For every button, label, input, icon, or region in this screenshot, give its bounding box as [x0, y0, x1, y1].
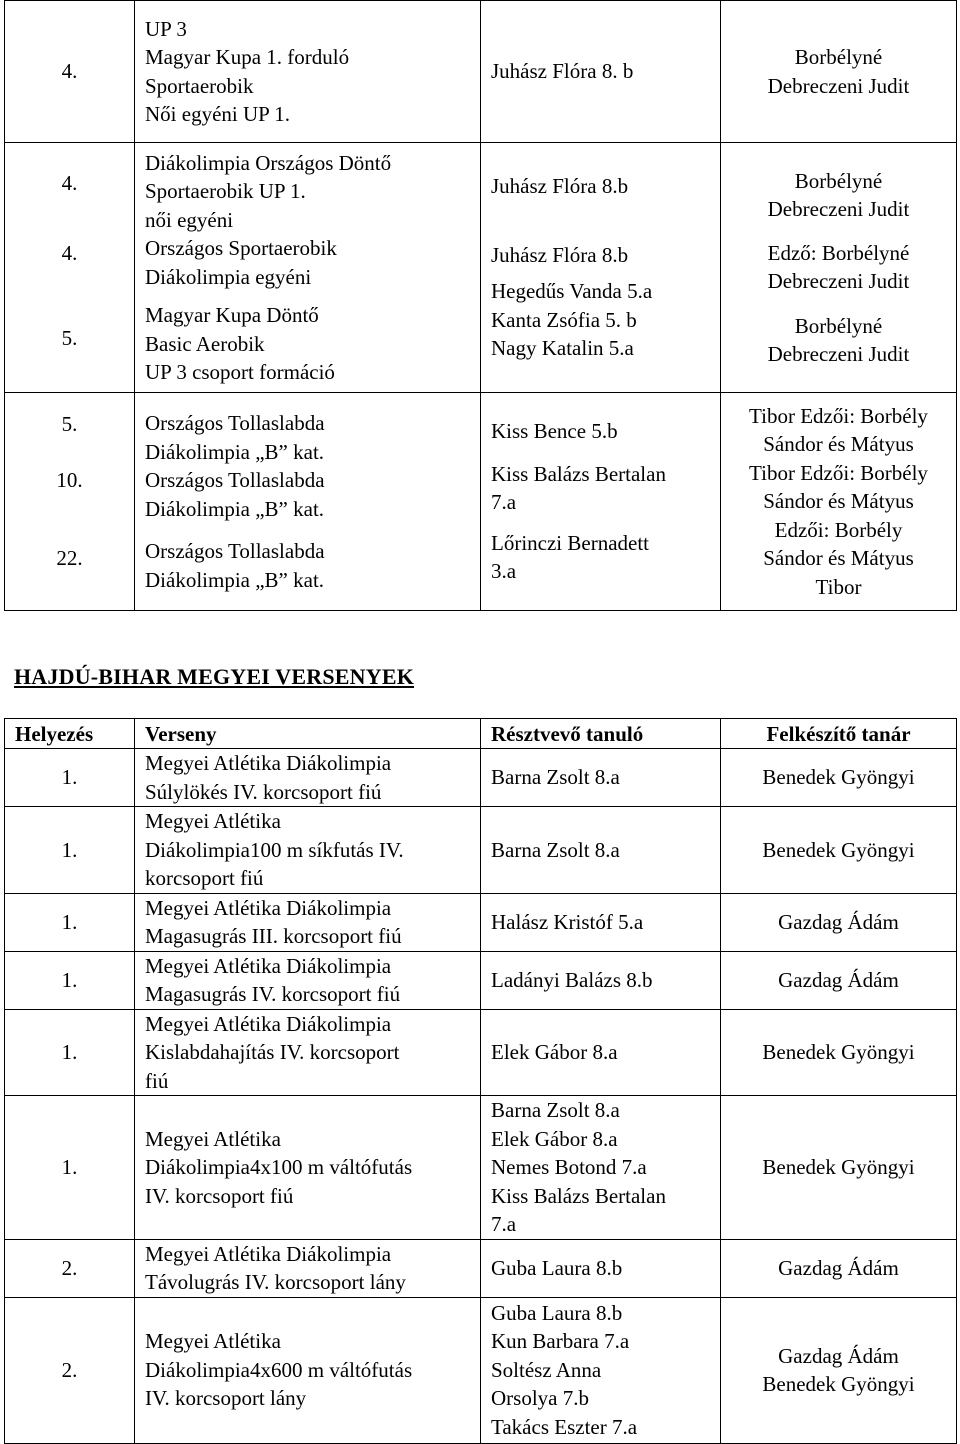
coach-line: Sándor és Mátyus — [763, 489, 914, 514]
event-line: Sportaerobik UP 1. — [145, 179, 306, 203]
coach-cell — [721, 893, 957, 951]
event-line: Megyei Atlétika Diákolimpia — [145, 895, 392, 920]
place-value: 1. — [61, 1040, 78, 1064]
student-line: Halász Kristóf 5.a — [491, 909, 644, 934]
coach-cell — [721, 1297, 957, 1443]
event-line: Sportaerobik — [145, 73, 254, 98]
event-line: UP 3 — [145, 16, 187, 41]
event-line: női egyéni — [145, 207, 234, 232]
column-header-coach: Felkészítő tanár — [721, 719, 957, 749]
coach-cell — [721, 951, 957, 1009]
event-line: Magyar Kupa Döntő — [145, 303, 319, 327]
coach-line: Gazdag Ádám — [778, 909, 899, 934]
coach-cell — [721, 749, 957, 807]
event-line: IV. korcsoport fiú — [145, 1183, 294, 1208]
event-cell — [135, 1009, 481, 1096]
event-line: Kislabdahajítás IV. korcsoport — [145, 1040, 400, 1064]
student-cell — [481, 1009, 721, 1096]
table-header-row — [5, 719, 957, 749]
place-value: 1. — [61, 909, 78, 934]
place-cell — [5, 1009, 135, 1096]
table-row — [5, 143, 957, 393]
event-line: Megyei Atlétika Diákolimpia — [145, 751, 392, 775]
table-row — [5, 893, 957, 951]
event-line: Országos Tollaslabda — [145, 411, 325, 435]
coach-line: Gazdag Ádám — [778, 1255, 899, 1280]
event-line: fiú — [145, 1068, 169, 1093]
student-cell — [481, 1, 721, 143]
coach-cell — [721, 1239, 957, 1297]
event-cell — [135, 143, 481, 393]
table-row — [5, 1, 957, 143]
student-cell — [481, 749, 721, 807]
coach-line: Debreczeni Judit — [767, 197, 910, 221]
student-line: Elek Gábor 8.a — [491, 1040, 618, 1064]
table-row — [5, 1009, 957, 1096]
place-cell — [5, 393, 135, 611]
coach-cell — [721, 807, 957, 894]
place-cell — [5, 1096, 135, 1240]
place-value: 4. — [61, 170, 78, 195]
event-line: Diákolimpia Országos Döntő — [145, 150, 392, 175]
coach-line: Benedek Gyöngyi — [762, 1372, 915, 1396]
place-cell — [5, 143, 135, 393]
event-cell — [135, 393, 481, 611]
place-value: 1. — [61, 765, 78, 790]
results-table-county — [4, 718, 957, 1444]
event-line: Megyei Atlétika Diákolimpia — [145, 953, 392, 978]
place-value: 4. — [61, 240, 78, 265]
coach-line: Tibor Edzői: Borbély — [749, 403, 928, 428]
event-line: Országos Tollaslabda — [145, 539, 325, 563]
student-line: Nagy Katalin 5.a — [491, 336, 634, 361]
event-line: Országos Tollaslabda — [145, 468, 325, 492]
coach-line: Borbélyné — [794, 45, 883, 69]
student-line: Elek Gábor 8.a — [491, 1126, 618, 1151]
student-line: Barna Zsolt 8.a — [491, 1098, 620, 1122]
student-cell — [481, 807, 721, 894]
table-row — [5, 393, 957, 611]
student-line: Kun Barbara 7.a — [491, 1329, 630, 1354]
table-row — [5, 1239, 957, 1297]
student-line: Guba Laura 8.b — [491, 1300, 623, 1325]
section-heading: HAJDÚ-BIHAR MEGYEI VERSENYEK — [14, 664, 415, 689]
coach-cell — [721, 1, 957, 143]
student-line: 3.a — [491, 559, 517, 584]
event-cell — [135, 893, 481, 951]
student-line: Juhász Flóra 8. b — [491, 59, 634, 84]
student-line: Soltész Anna — [491, 1357, 602, 1382]
coach-cell — [721, 1096, 957, 1240]
event-line: UP 3 csoport formáció — [145, 360, 335, 384]
student-line: 7.a — [491, 490, 517, 515]
place-value: 5. — [61, 411, 78, 436]
event-line: Országos Sportaerobik — [145, 236, 337, 260]
place-value: 1. — [61, 967, 78, 992]
place-cell — [5, 1239, 135, 1297]
coach-line: Sándor és Mátyus — [763, 546, 914, 571]
coach-line: Gazdag Ádám — [778, 967, 899, 992]
student-line: Takács Eszter 7.a — [491, 1414, 638, 1439]
coach-line: Debreczeni Judit — [767, 73, 910, 98]
event-line: Megyei Atlétika — [145, 1329, 281, 1354]
event-line: Megyei Atlétika — [145, 1126, 281, 1151]
table-row — [5, 807, 957, 894]
event-line: Diákolimpia4x600 m váltófutás — [145, 1357, 413, 1382]
place-cell — [5, 951, 135, 1009]
column-header-place: Helyezés — [5, 719, 135, 749]
coach-line: Borbélyné — [794, 313, 883, 338]
place-value: 2. — [61, 1255, 78, 1280]
student-line: 7.a — [491, 1212, 517, 1236]
student-cell — [481, 143, 721, 393]
coach-line: Sándor és Mátyus — [763, 432, 914, 457]
event-line: Súlylökés IV. korcsoport fiú — [145, 779, 382, 804]
table-row — [5, 1096, 957, 1240]
event-line: Basic Aerobik — [145, 331, 265, 356]
place-cell — [5, 749, 135, 807]
place-cell — [5, 807, 135, 894]
coach-line: Benedek Gyöngyi — [762, 837, 915, 862]
student-cell — [481, 951, 721, 1009]
student-line: Nemes Botond 7.a — [491, 1155, 647, 1179]
coach-line: Tibor — [815, 574, 862, 599]
column-header-student: Résztvevő tanuló — [481, 719, 721, 749]
coach-cell — [721, 143, 957, 393]
student-line: Hegedűs Vanda 5.a — [491, 279, 653, 304]
event-cell — [135, 807, 481, 894]
event-line: Női egyéni UP 1. — [145, 102, 291, 126]
event-line: IV. korcsoport lány — [145, 1386, 307, 1411]
column-header-event: Verseny — [135, 719, 481, 749]
place-cell — [5, 893, 135, 951]
event-line: Távolugrás IV. korcsoport lány — [145, 1270, 406, 1294]
place-cell — [5, 1, 135, 143]
student-line: Kiss Balázs Bertalan — [491, 461, 666, 486]
student-cell — [481, 1297, 721, 1443]
coach-line: Edző: Borbélyné — [767, 240, 910, 265]
event-cell — [135, 749, 481, 807]
event-line: Megyei Atlétika Diákolimpia — [145, 1241, 392, 1266]
student-cell — [481, 393, 721, 611]
event-line: Diákolimpia „B” kat. — [145, 567, 325, 592]
coach-line: Borbélyné — [794, 168, 883, 193]
event-cell — [135, 1096, 481, 1240]
student-line: Lőrinczi Bernadett — [491, 530, 650, 555]
event-line: Diákolimpia „B” kat. — [145, 439, 325, 464]
place-value: 4. — [61, 59, 78, 84]
student-line: Guba Laura 8.b — [491, 1255, 623, 1280]
coach-line: Debreczeni Judit — [767, 269, 910, 293]
student-line: Kiss Bence 5.b — [491, 419, 618, 444]
place-value: 10. — [56, 467, 83, 492]
student-cell — [481, 893, 721, 951]
coach-line: Debreczeni Judit — [767, 342, 910, 366]
coach-line: Gazdag Ádám — [778, 1343, 899, 1368]
event-cell — [135, 951, 481, 1009]
event-line: korcsoport fiú — [145, 866, 264, 890]
student-cell — [481, 1096, 721, 1240]
place-value: 2. — [61, 1357, 78, 1382]
coach-line: Benedek Gyöngyi — [762, 1155, 915, 1179]
table-row — [5, 951, 957, 1009]
event-line: Magasugrás IV. korcsoport fiú — [145, 982, 401, 1006]
place-value: 22. — [56, 545, 83, 570]
student-line: Ladányi Balázs 8.b — [491, 967, 653, 992]
table-row — [5, 749, 957, 807]
event-cell — [135, 1, 481, 143]
event-line: Magasugrás III. korcsoport fiú — [145, 924, 402, 948]
student-line: Barna Zsolt 8.a — [491, 765, 620, 790]
event-cell — [135, 1239, 481, 1297]
event-line: Magyar Kupa 1. forduló — [145, 45, 350, 69]
event-line: Megyei Atlétika Diákolimpia — [145, 1011, 392, 1036]
coach-line: Benedek Gyöngyi — [762, 1040, 915, 1064]
place-value: 1. — [61, 1155, 78, 1179]
event-line: Diákolimpia4x100 m váltófutás — [145, 1155, 413, 1179]
results-table-national — [4, 0, 957, 611]
student-line: Barna Zsolt 8.a — [491, 837, 620, 862]
event-line: Megyei Atlétika — [145, 809, 281, 833]
student-line: Juhász Flóra 8.b — [491, 174, 629, 199]
coach-cell — [721, 393, 957, 611]
student-line: Kiss Balázs Bertalan — [491, 1183, 666, 1208]
table-row — [5, 1297, 957, 1443]
place-cell — [5, 1297, 135, 1443]
event-cell — [135, 1297, 481, 1443]
coach-cell — [721, 1009, 957, 1096]
event-line: Diákolimpia egyéni — [145, 264, 312, 289]
student-line: Orsolya 7.b — [491, 1386, 589, 1411]
place-value: 1. — [61, 837, 78, 862]
student-line: Juhász Flóra 8.b — [491, 242, 629, 267]
coach-line: Edzői: Borbély — [774, 517, 903, 542]
event-line: Diákolimpia100 m síkfutás IV. — [145, 837, 404, 862]
coach-line: Tibor Edzői: Borbély — [749, 460, 928, 485]
student-cell — [481, 1239, 721, 1297]
coach-line: Benedek Gyöngyi — [762, 765, 915, 790]
event-line: Diákolimpia „B” kat. — [145, 496, 325, 521]
place-value: 5. — [61, 325, 78, 350]
student-line: Kanta Zsófia 5. b — [491, 307, 637, 332]
